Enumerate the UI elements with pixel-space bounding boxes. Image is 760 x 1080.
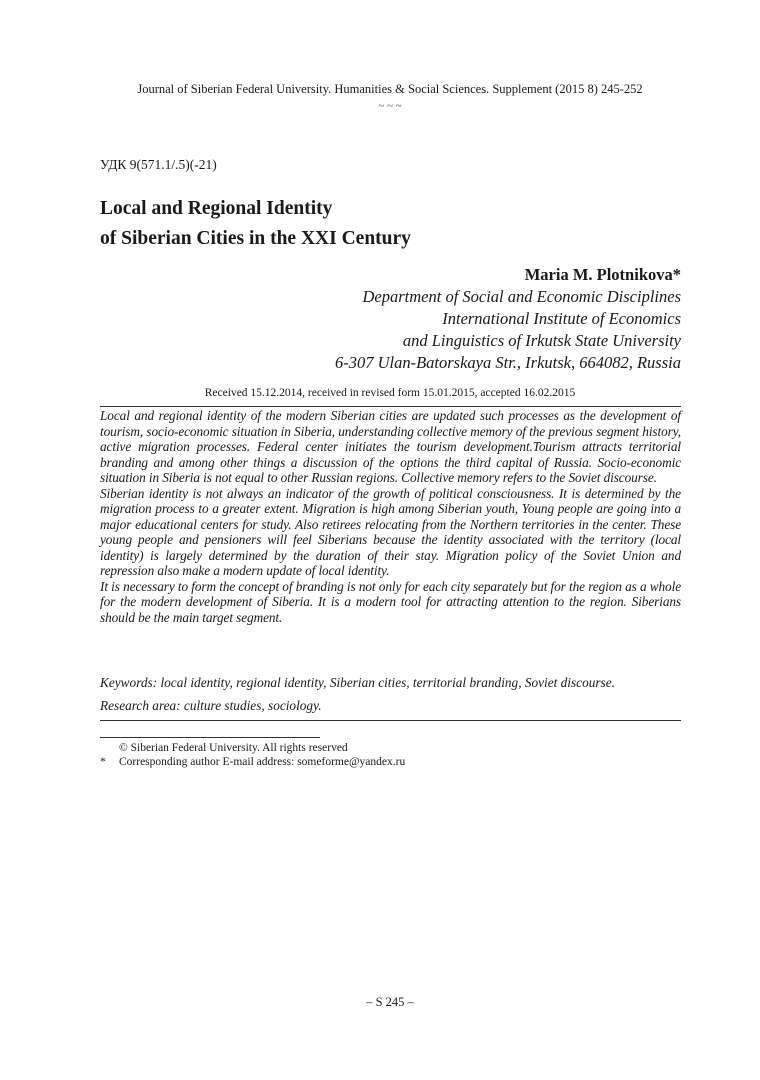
affiliation-line: and Linguistics of Irkutsk State University: [402, 331, 681, 350]
abstract-paragraph: It is necessary to form the concept of branding is not only for each city separately but for the region as a whole for the modern development of Siberia. It is a modern tool for attracting attention to the region. Siberians should be the main target segment.: [100, 578, 681, 625]
affiliation-line: Department of Social and Economic Disciplines: [362, 287, 681, 306]
received-dates: Received 15.12.2014, received in revised form 15.01.2015, accepted 16.02.2015: [204, 387, 576, 399]
corresponding-author-footnote: [100, 755, 405, 769]
research-area: Research area: culture studies, sociology.: [100, 698, 322, 713]
footnote-divider: [100, 737, 320, 738]
keywords: Keywords: local identity, regional identity, Siberian cities, territorial branding, Soviet discourse.: [100, 675, 615, 690]
journal-header: Journal of Siberian Federal University. Humanities & Social Sciences. Supplement (2015 8) 245-252: [137, 82, 643, 96]
affiliation-line: International Institute of Economics: [442, 309, 681, 328]
article-title: [100, 194, 660, 254]
title-line-1: Local and Regional Identity: [100, 198, 333, 219]
copyright-text: © Siberian Federal University. All rights reserved: [119, 742, 348, 754]
header-ornament: ~ ~ ~: [378, 100, 402, 112]
copyright-footnote: [100, 741, 348, 755]
abstract: [100, 408, 681, 625]
corresponding-author-text: Corresponding author E-mail address: someforme@yandex.ru: [119, 756, 406, 768]
author-affiliation: [335, 286, 681, 374]
abstract-paragraph: Siberian identity is not always an indicator of the growth of political consciousness. It is determined by the migration process to a greater extent. Migration is high among Siberian youth, Young people are going into a major educational centers for study. Also retirees relocating from the Northern territories in the center. These young people and pensioners will feel Siberians because the identity associated with the territory (local identity) is largely determined by the duration of their stay. Migration policy of the Soviet Union and repression also make a modern update of local identity.: [100, 485, 681, 578]
abstract-bottom-rule: [100, 720, 681, 721]
abstract-paragraph: Local and regional identity of the modern Siberian cities are updated such processes as the development of tourism, socio-economic situation in Siberia, understanding collective memory of the previous segment history, active migration processes. Federal center initiates the tourism development.Tourism attracts territorial branding and among other things a discussion of the options the third capital of Russia. Socio-economic situation in Siberia is not equal to other Russian regions. Collective memory refers to the Soviet discourse.: [100, 408, 681, 485]
abstract-top-rule: [100, 406, 681, 407]
affiliation-line: 6-307 Ulan-Batorskaya Str., Irkutsk, 664082, Russia: [334, 353, 681, 372]
title-line-2: of Siberian Cities in the XXI Century: [100, 228, 411, 249]
footnote-asterisk: *: [100, 756, 106, 768]
udk-code: УДК 9(571.1/.5)(-21): [100, 157, 217, 172]
author-name: Maria M. Plotnikova*: [524, 265, 681, 284]
page-number: – S 245 –: [366, 995, 414, 1009]
